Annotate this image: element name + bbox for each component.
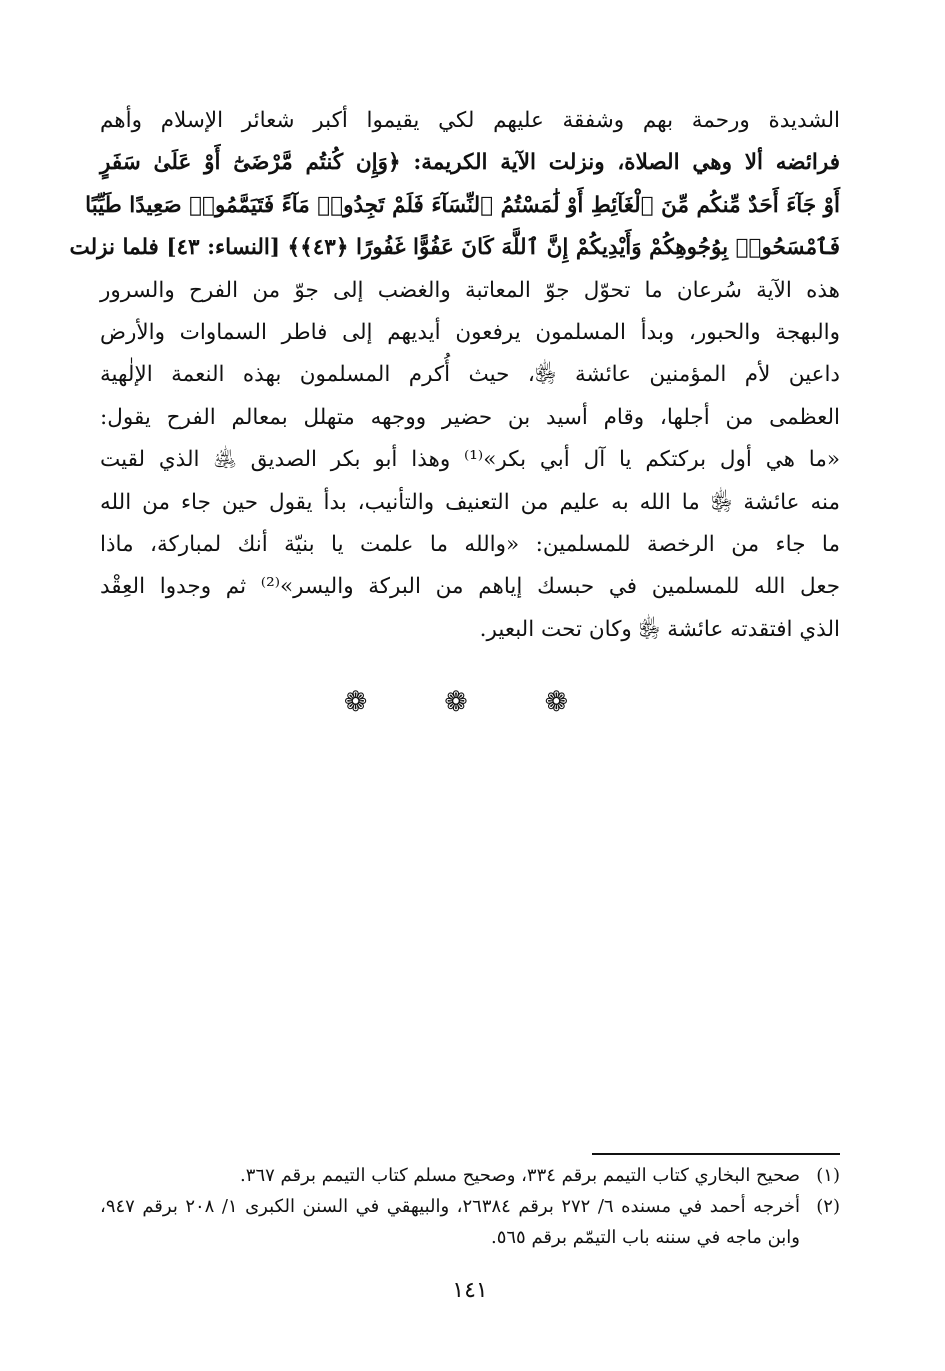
footnote <box>100 1160 840 1191</box>
text-line: والبهجة والحبور، وبدأ المسلمون يرفعون أيديهم إلى فاطر السماوات والأرض <box>100 320 840 346</box>
main-paragraph <box>69 100 840 651</box>
footnote-number: (١) <box>816 1165 840 1186</box>
text-line: داعين لأم المؤمنين عائشة ﵂، حيث أُكرم المسلمون بهذه النعمة الإلٰهية <box>100 362 840 388</box>
quran-verse-line: أَوْ جَآءَ أَحَدٌ مِّنكُم مِّنَ ٱلْغَآئِطِ أَوْ لَٰمَسْتُمُ ٱلنِّسَآءَ فَلَمْ تَجِدُوا۟ مَآءً فَتَيَمَّمُوا۟ صَعِيدًا طَيِّبًا <box>85 192 840 218</box>
footnotes <box>100 1160 840 1253</box>
flower-ornament-icon: ❁ <box>544 685 597 718</box>
footnote-text: صحيح البخاري كتاب التيمم برقم ٣٣٤، وصحيح مسلم كتاب التيمم برقم ٣٦٧. <box>240 1165 800 1186</box>
flower-ornament-icon: ❁ <box>444 685 496 718</box>
book-page <box>69 100 840 1340</box>
text-line: ما جاء من الرخصة للمسلمين: «والله ما علمت يا بنيّة أنك لمباركة، ماذا <box>100 532 840 558</box>
flower-ornament-icon: ❁ <box>343 685 396 718</box>
text-line: فرائضه ألا وهي الصلاة، ونزلت الآية الكريمة: ﴿وَإِن كُنتُم مَّرْضَىٰٓ أَوْ عَلَىٰ سَفَرٍ <box>100 150 840 176</box>
quran-verse-line: فَٱمْسَحُوا۟ بِوُجُوهِكُمْ وَأَيْدِيكُمْ إِنَّ ٱللَّهَ كَانَ عَفُوًّا غَفُورًا ﴿٤٣﴾﴾ [النساء: ٤٣] فلما نزلت <box>69 235 840 261</box>
text-line: جعل الله للمسلمين في حبسك إياهم من البركة واليسر»⁽²⁾ ثم وجدوا العِقْد <box>100 574 840 600</box>
text-line: «ما هي أول بركتكم يا آل أبي بكر»⁽¹⁾ وهذا أبو بكر الصديق ﵁ الذي لقيت <box>100 447 840 473</box>
text-line: الشديدة ورحمة بهم وشفقة عليهم لكي يقيموا أكبر شعائر الإسلام وأهم <box>100 108 840 133</box>
text-line: هذه الآية سُرعان ما تحوّل جوّ المعاتبة والغضب إلى جوّ من الفرح والسرور <box>100 277 840 303</box>
footnote-number: (٢) <box>816 1196 840 1217</box>
page-number: ١٤١ <box>452 1278 488 1303</box>
footnote-separator <box>592 1153 840 1155</box>
text-line: منه عائشة ﵂ ما الله به عليم من التعنيف والتأنيب، بدأ يقول حين جاء من الله <box>100 489 840 515</box>
footnote <box>100 1191 840 1253</box>
section-divider-ornaments <box>100 685 840 718</box>
footnote-text: أخرجه أحمد في مسنده ٦/ ٢٧٢ برقم ٢٦٣٨٤، والبيهقي في السنن الكبرى ١/ ٢٠٨ برقم ٩٤٧، وابن ماجه في سننه باب التيمّم برقم ٥٦٥. <box>100 1196 801 1248</box>
text-line: العظمى من أجلها، وقام أسيد بن حضير ووجهه متهلل بمعالم الفرح يقول: <box>100 404 840 430</box>
text-line: الذي افتقدته عائشة ﵂ وكان تحت البعير. <box>479 616 840 642</box>
